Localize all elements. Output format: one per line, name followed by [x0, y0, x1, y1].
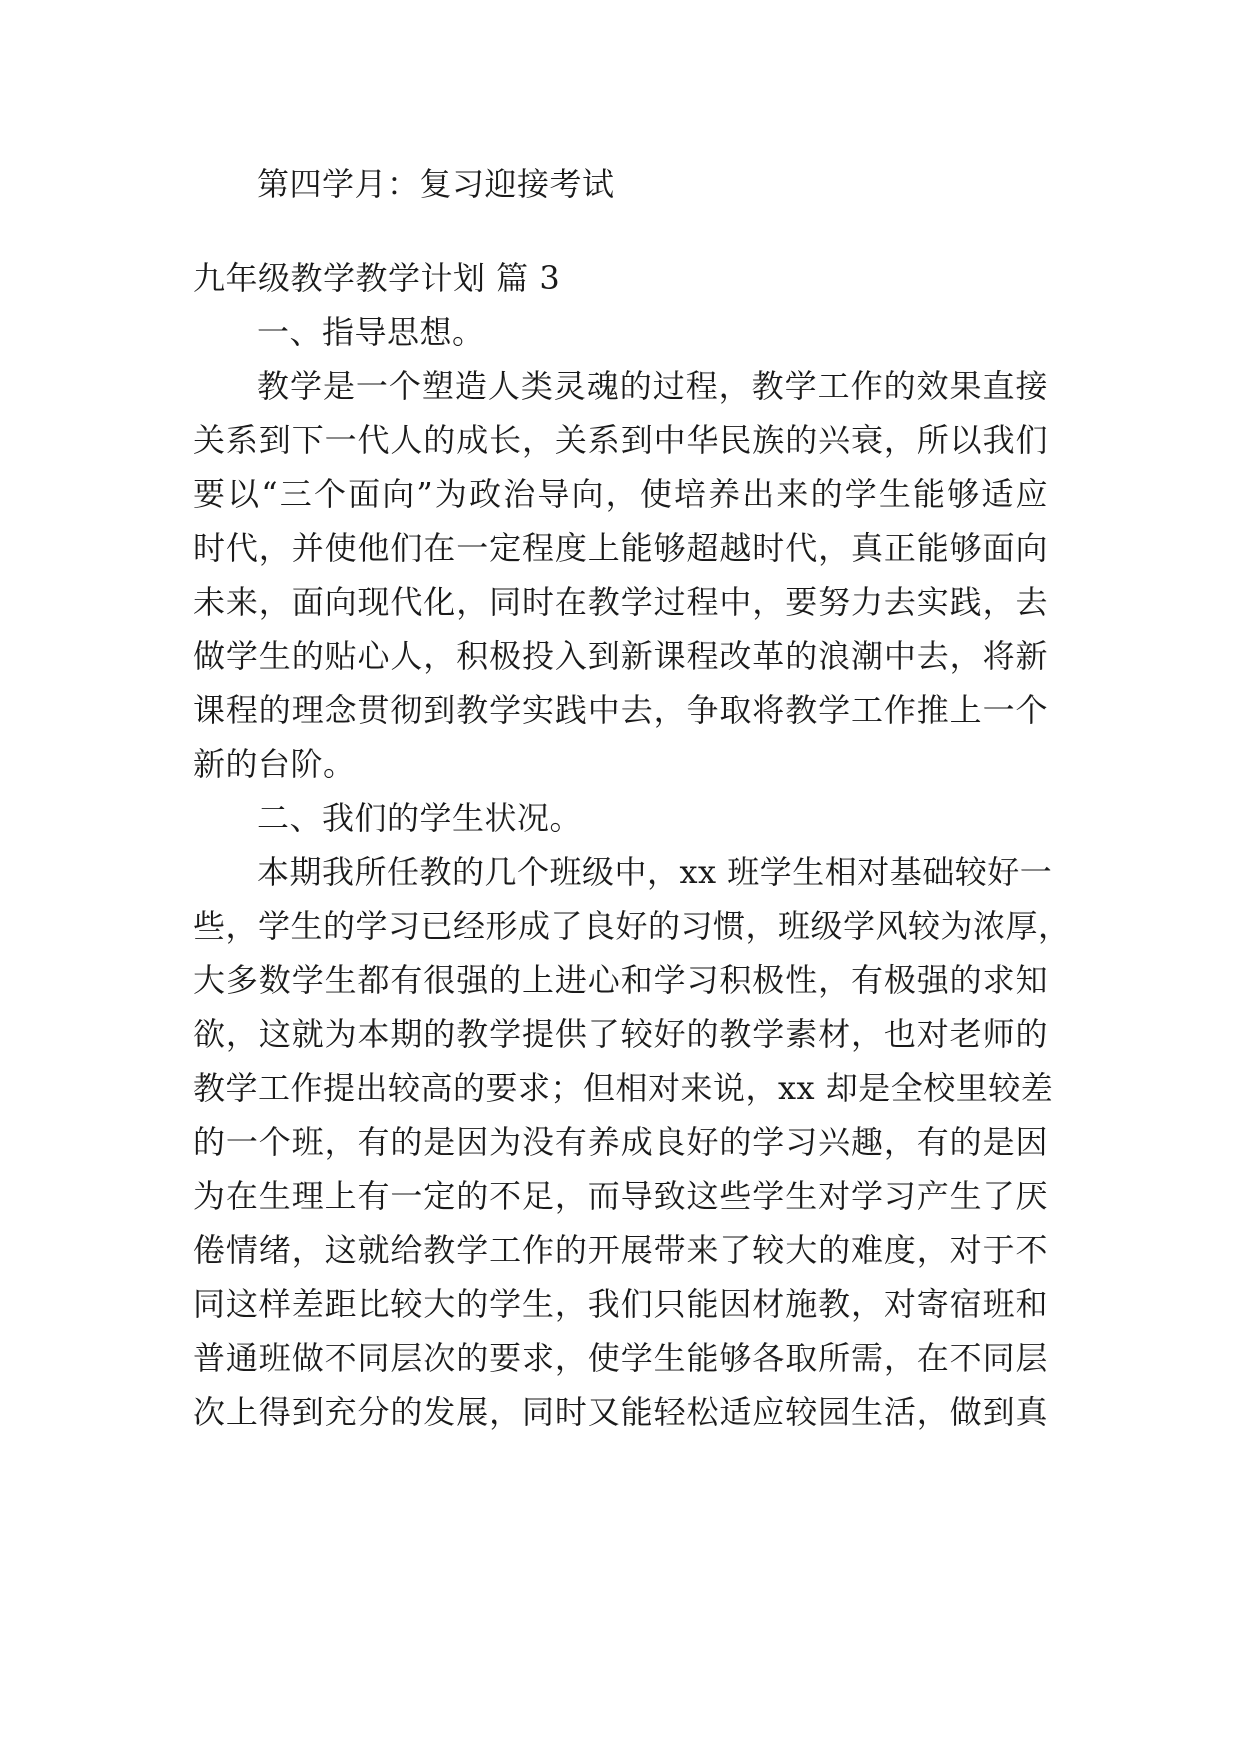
paragraph-line: 教学是一个塑造人类灵魂的过程，教学工作的效果直接: [257, 367, 1048, 405]
paragraph-line: 课程的理念贯彻到教学实践中去，争取将教学工作推上一个: [193, 691, 1048, 729]
subheading-student-situation: 二、我们的学生状况。: [257, 799, 583, 837]
paragraph-line: 要以“三个面向”为政治导向，使培养出来的学生能够适应: [193, 475, 1048, 513]
paragraph-line: 欲，这就为本期的教学提供了较好的教学素材，也对老师的: [193, 1015, 1048, 1053]
section-heading: 九年级教学教学计划 篇 3: [193, 259, 561, 297]
paragraph-line: 新的台阶。: [193, 745, 356, 783]
paragraph-line: 些，学生的学习已经形成了良好的习惯，班级学风较为浓厚，: [193, 907, 1071, 945]
subheading-guiding-thought: 一、指导思想。: [257, 313, 485, 351]
paragraph-line: 普通班做不同层次的要求，使学生能够各取所需，在不同层: [193, 1339, 1048, 1377]
paragraph-line: 关系到下一代人的成长，关系到中华民族的兴衰，所以我们: [193, 421, 1048, 459]
paragraph-line: 为在生理上有一定的不足，而导致这些学生对学习产生了厌: [193, 1177, 1048, 1215]
paragraph-line: 未来，面向现代化，同时在教学过程中，要努力去实践，去: [193, 583, 1048, 621]
paragraph-line: 教学工作提出较高的要求；但相对来说，xx 却是全校里较差: [193, 1069, 1054, 1107]
paragraph-line: 大多数学生都有很强的上进心和学习积极性，有极强的求知: [193, 961, 1048, 999]
paragraph-line: 同这样差距比较大的学生，我们只能因材施教，对寄宿班和: [193, 1285, 1048, 1323]
paragraph-line: 倦情绪，这就给教学工作的开展带来了较大的难度，对于不: [193, 1231, 1048, 1269]
paragraph-line: 本期我所任教的几个班级中，xx 班学生相对基础较好一: [257, 853, 1053, 891]
text-line-month-four: 第四学月：复习迎接考试: [257, 165, 615, 203]
paragraph-line: 的一个班，有的是因为没有养成良好的学习兴趣，有的是因: [193, 1123, 1048, 1161]
paragraph-line: 次上得到充分的发展，同时又能轻松适应较园生活，做到真: [193, 1393, 1048, 1431]
paragraph-line: 做学生的贴心人，积极投入到新课程改革的浪潮中去，将新: [193, 637, 1048, 675]
paragraph-line: 时代，并使他们在一定程度上能够超越时代，真正能够面向: [193, 529, 1048, 567]
